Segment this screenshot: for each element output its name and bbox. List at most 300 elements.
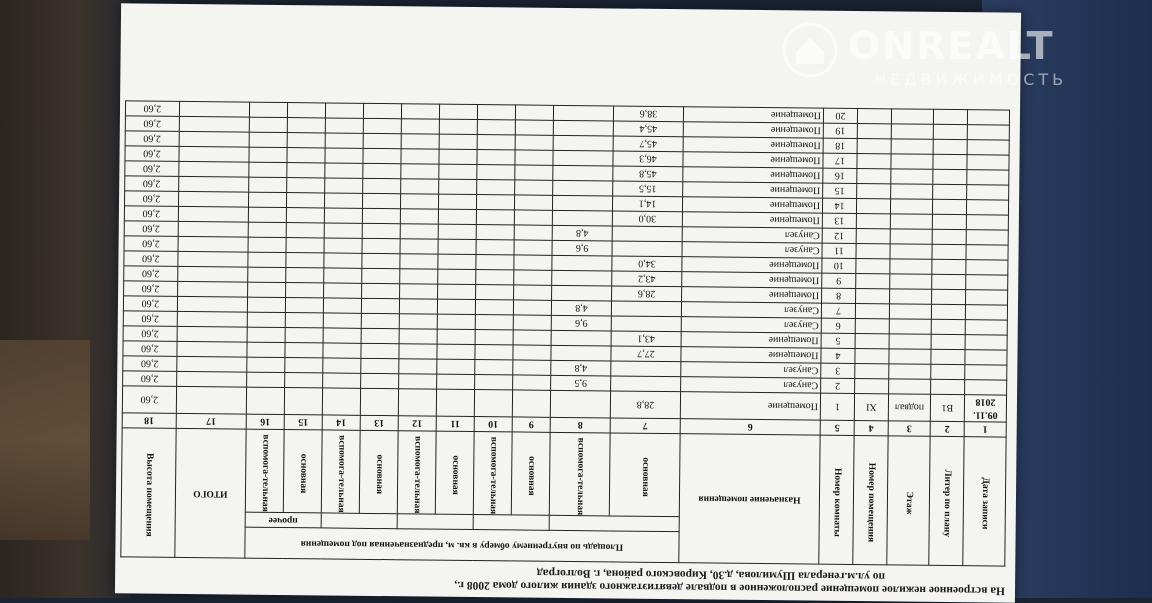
- purpose-cell: Помещение: [682, 196, 822, 212]
- empty-cell: [513, 374, 551, 389]
- room-number-cell: 17: [823, 153, 857, 168]
- empty-cell: [475, 299, 513, 314]
- aux-area-cell: 4,8: [552, 225, 612, 241]
- empty-cell: [438, 209, 476, 224]
- floor-cell: [889, 318, 931, 333]
- floor-cell: [891, 153, 933, 168]
- empty-cell: [325, 133, 363, 148]
- purpose-cell: Помещение: [683, 121, 823, 137]
- premises-cell: [857, 138, 891, 153]
- empty-cell: [325, 103, 363, 118]
- date-cell: [965, 304, 1007, 319]
- liter-cell: В1: [930, 394, 964, 421]
- purpose-cell: Помещение: [683, 151, 823, 167]
- column-number: 14: [322, 414, 360, 429]
- header-col13: основная: [359, 430, 398, 514]
- main-area-cell: 28,6: [612, 286, 682, 302]
- aux-area-cell: [553, 150, 613, 166]
- height-cell: 2,60: [123, 340, 177, 356]
- empty-cell: [438, 239, 476, 254]
- premises-cell: [857, 108, 891, 123]
- empty-cell: [324, 268, 362, 283]
- main-area-cell: 27,7: [611, 346, 681, 362]
- empty-cell: [361, 358, 399, 373]
- empty-cell: [401, 103, 439, 118]
- column-number: 11: [436, 416, 474, 431]
- empty-cell: [362, 253, 400, 268]
- purpose-cell: Санузел: [681, 316, 821, 332]
- premises-cell: [855, 348, 889, 363]
- empty-cell: [325, 178, 363, 193]
- empty-cell: [324, 283, 362, 298]
- main-area-cell: 38,6: [613, 106, 683, 122]
- column-number: 17: [176, 413, 246, 429]
- empty-cell: [362, 283, 400, 298]
- empty-cell: [439, 119, 477, 134]
- empty-cell: [324, 193, 362, 208]
- empty-cell: [401, 178, 439, 193]
- empty-cell: [248, 252, 286, 267]
- height-cell: 2,60: [125, 130, 179, 146]
- total-cell: [177, 311, 247, 327]
- header-liter: Литер по плану: [929, 436, 964, 566]
- premises-cell: [857, 183, 891, 198]
- height-cell: 2,60: [124, 205, 178, 221]
- aux-area-cell: [552, 210, 612, 226]
- date-cell: [967, 154, 1009, 169]
- main-area-cell: [611, 361, 681, 377]
- empty-cell: [362, 268, 400, 283]
- floor-cell: [890, 258, 932, 273]
- date-cell: [965, 379, 1007, 394]
- column-number: 10: [474, 416, 512, 431]
- empty-cell: [400, 238, 438, 253]
- empty-cell: [325, 163, 363, 178]
- empty-cell: [401, 148, 439, 163]
- empty-cell: [285, 357, 323, 372]
- room-number-cell: 3: [821, 363, 855, 378]
- header-col7: основная: [609, 433, 680, 517]
- empty-cell: [401, 118, 439, 133]
- empty-cell: [362, 223, 400, 238]
- empty-cell: [513, 329, 551, 344]
- empty-cell: [476, 194, 514, 209]
- empty-cell: [475, 329, 513, 344]
- liter-cell: [932, 274, 966, 289]
- empty-cell: [437, 299, 475, 314]
- empty-cell: [324, 253, 362, 268]
- empty-cell: [362, 238, 400, 253]
- column-number: 12: [398, 415, 436, 430]
- empty-cell: [322, 387, 360, 414]
- header-blank-b: [473, 515, 549, 531]
- empty-cell: [438, 224, 476, 239]
- purpose-cell: Помещение: [683, 166, 823, 182]
- empty-cell: [285, 312, 323, 327]
- floor-cell: [890, 213, 932, 228]
- title-line-1: На встроенное нежилое помещение расположенное в подвале девятиэтажного здания жилого дома 2008 г.,: [454, 578, 1006, 597]
- empty-cell: [248, 267, 286, 282]
- empty-cell: [285, 372, 323, 387]
- empty-cell: [249, 177, 287, 192]
- empty-cell: [477, 134, 515, 149]
- total-cell: [176, 371, 246, 387]
- purpose-cell: Санузел: [681, 301, 821, 317]
- column-number: 13: [360, 415, 398, 430]
- room-number-cell: 19: [823, 123, 857, 138]
- empty-cell: [514, 284, 552, 299]
- empty-cell: [439, 149, 477, 164]
- empty-cell: [363, 133, 401, 148]
- empty-cell: [323, 298, 361, 313]
- empty-cell: [477, 179, 515, 194]
- empty-cell: [362, 208, 400, 223]
- date-cell: [966, 229, 1008, 244]
- empty-cell: [476, 239, 514, 254]
- height-cell: 2,60: [125, 145, 179, 161]
- empty-cell: [514, 269, 552, 284]
- height-cell: 2,60: [125, 100, 179, 116]
- header-date: Дата записи: [963, 436, 1006, 566]
- empty-cell: [325, 118, 363, 133]
- liter-cell: [931, 379, 965, 394]
- empty-cell: [400, 253, 438, 268]
- empty-cell: [437, 329, 475, 344]
- empty-cell: [476, 209, 514, 224]
- total-cell: [178, 236, 248, 252]
- empty-cell: [513, 359, 551, 374]
- empty-cell: [249, 132, 287, 147]
- empty-cell: [438, 269, 476, 284]
- main-area-cell: 15,5: [613, 181, 683, 197]
- date-cell: [966, 289, 1008, 304]
- header-col10: вспомога-тельная: [473, 431, 512, 515]
- liter-cell: [932, 259, 966, 274]
- aux-area-cell: 4,8: [551, 360, 611, 376]
- header-height: Высота помещения: [121, 427, 176, 557]
- floor-cell: [889, 363, 931, 378]
- column-number: 3: [888, 420, 930, 435]
- empty-cell: [249, 162, 287, 177]
- document-title: [125, 561, 1005, 596]
- empty-cell: [475, 344, 513, 359]
- aux-area-cell: [552, 195, 612, 211]
- empty-cell: [401, 133, 439, 148]
- empty-cell: [400, 283, 438, 298]
- liter-cell: [932, 289, 966, 304]
- watermark: [782, 22, 1122, 102]
- purpose-cell: Санузел: [682, 241, 822, 257]
- empty-cell: [361, 313, 399, 328]
- empty-cell: [474, 389, 512, 416]
- empty-cell: [248, 237, 286, 252]
- total-cell: [177, 341, 247, 357]
- date-cell: [967, 139, 1009, 154]
- total-cell: [179, 146, 249, 162]
- empty-cell: [323, 342, 361, 357]
- empty-cell: [438, 194, 476, 209]
- empty-cell: [401, 163, 439, 178]
- liter-cell: [931, 364, 965, 379]
- room-number-cell: 12: [822, 228, 856, 243]
- purpose-cell: Помещение: [683, 136, 823, 152]
- empty-cell: [399, 343, 437, 358]
- aux-area-cell: 9,5: [551, 375, 611, 391]
- total-cell: [178, 251, 248, 267]
- floor-cell: [889, 333, 931, 348]
- empty-cell: [437, 374, 475, 389]
- height-cell: 2,60: [122, 370, 176, 386]
- empty-cell: [286, 252, 324, 267]
- height-cell: 2,60: [123, 280, 177, 296]
- liter-cell: [933, 124, 967, 139]
- empty-cell: [248, 222, 286, 237]
- empty-cell: [248, 192, 286, 207]
- liter-cell: [933, 184, 967, 199]
- column-number: 8: [550, 417, 610, 433]
- empty-cell: [247, 342, 285, 357]
- purpose-cell: Помещение: [682, 256, 822, 272]
- empty-cell: [475, 359, 513, 374]
- empty-cell: [363, 178, 401, 193]
- empty-cell: [323, 328, 361, 343]
- liter-cell: [933, 154, 967, 169]
- liter-cell: [932, 199, 966, 214]
- main-area-cell: [611, 376, 681, 392]
- date-cell: [967, 184, 1009, 199]
- empty-cell: [439, 179, 477, 194]
- empty-cell: [247, 282, 285, 297]
- empty-cell: [515, 179, 553, 194]
- main-area-cell: [611, 301, 681, 317]
- premises-cell: [857, 123, 891, 138]
- total-cell: [178, 221, 248, 237]
- aux-area-cell: 9,6: [551, 315, 611, 331]
- liter-cell: [931, 349, 965, 364]
- height-cell: 2,60: [124, 265, 178, 281]
- empty-cell: [514, 194, 552, 209]
- total-cell: [178, 266, 248, 282]
- room-number-cell: 1: [820, 393, 854, 420]
- aux-area-cell: [553, 180, 613, 196]
- purpose-cell: Помещение: [683, 181, 823, 197]
- empty-cell: [400, 208, 438, 223]
- floor-cell: [890, 273, 932, 288]
- column-number: 4: [854, 420, 888, 435]
- room-number-cell: 7: [821, 303, 855, 318]
- floor-cell: [891, 108, 933, 123]
- aux-area-cell: [551, 345, 611, 361]
- empty-cell: [362, 193, 400, 208]
- empty-cell: [247, 327, 285, 342]
- liter-cell: [932, 244, 966, 259]
- floor-cell: [891, 123, 933, 138]
- empty-cell: [361, 343, 399, 358]
- empty-cell: [515, 135, 553, 150]
- empty-cell: [284, 387, 322, 414]
- empty-cell: [286, 192, 324, 207]
- column-number: 1: [964, 421, 1006, 436]
- empty-cell: [439, 164, 477, 179]
- empty-cell: [477, 104, 515, 119]
- empty-cell: [363, 148, 401, 163]
- empty-cell: [514, 224, 552, 239]
- premises-cell: [855, 378, 889, 393]
- main-area-cell: [612, 226, 682, 242]
- watermark-subtitle: НЕДВИЖИМОСТЬ: [874, 70, 1068, 89]
- empty-cell: [514, 239, 552, 254]
- empty-cell: [477, 119, 515, 134]
- empty-cell: [514, 209, 552, 224]
- empty-cell: [286, 282, 324, 297]
- empty-cell: [437, 344, 475, 359]
- floor-cell: [890, 288, 932, 303]
- empty-cell: [246, 387, 284, 414]
- main-area-cell: 45,7: [613, 136, 683, 152]
- empty-cell: [249, 117, 287, 132]
- date-cell: [967, 169, 1009, 184]
- empty-cell: [437, 314, 475, 329]
- height-cell: 2,60: [123, 310, 177, 326]
- empty-cell: [287, 177, 325, 192]
- room-number-cell: 8: [822, 288, 856, 303]
- empty-cell: [399, 358, 437, 373]
- height-cell: 2,60: [123, 325, 177, 341]
- room-number-cell: 4: [821, 348, 855, 363]
- premises-cell: XI: [854, 393, 888, 420]
- empty-cell: [286, 267, 324, 282]
- table-body: [122, 100, 1009, 421]
- date-cell: [965, 349, 1007, 364]
- date-cell: [965, 364, 1007, 379]
- aux-area-cell: 9,6: [552, 240, 612, 256]
- empty-cell: [363, 118, 401, 133]
- date-cell: [966, 244, 1008, 259]
- main-area-cell: 14,1: [612, 196, 682, 212]
- height-cell: 2,60: [123, 295, 177, 311]
- empty-cell: [400, 193, 438, 208]
- date-cell: [966, 259, 1008, 274]
- height-cell: 2,60: [124, 220, 178, 236]
- empty-cell: [286, 222, 324, 237]
- empty-cell: [287, 132, 325, 147]
- empty-cell: [361, 373, 399, 388]
- floor-cell: [890, 228, 932, 243]
- empty-cell: [515, 105, 553, 120]
- main-area-cell: 45,4: [613, 121, 683, 137]
- liter-cell: [933, 139, 967, 154]
- area-table: [120, 100, 1010, 567]
- purpose-cell: Санузел: [681, 376, 821, 392]
- empty-cell: [476, 254, 514, 269]
- empty-cell: [323, 313, 361, 328]
- empty-cell: [247, 297, 285, 312]
- height-cell: 2,60: [124, 235, 178, 251]
- main-area-cell: [612, 241, 682, 257]
- empty-cell: [287, 147, 325, 162]
- empty-cell: [438, 284, 476, 299]
- premises-cell: [855, 333, 889, 348]
- aux-area-cell: [552, 255, 612, 271]
- empty-cell: [246, 372, 284, 387]
- premises-cell: [856, 213, 890, 228]
- liter-cell: [931, 304, 965, 319]
- height-cell: 2,60: [125, 175, 179, 191]
- empty-cell: [363, 163, 401, 178]
- height-cell: 2,60: [125, 160, 179, 176]
- floor-cell: [891, 138, 933, 153]
- empty-cell: [475, 374, 513, 389]
- premises-cell: [855, 318, 889, 333]
- empty-cell: [477, 164, 515, 179]
- total-cell: [179, 131, 249, 147]
- purpose-cell: Санузел: [681, 361, 821, 377]
- premises-cell: [856, 258, 890, 273]
- total-cell: [179, 161, 249, 177]
- floor-cell: [891, 168, 933, 183]
- column-number: 15: [284, 414, 322, 429]
- background-table-surface: [0, 340, 90, 540]
- empty-cell: [361, 298, 399, 313]
- floor-cell: [889, 303, 931, 318]
- empty-cell: [247, 312, 285, 327]
- empty-cell: [438, 254, 476, 269]
- room-number-cell: 16: [823, 168, 857, 183]
- total-cell: [178, 191, 248, 207]
- watermark-brand: ONREALT: [848, 24, 1055, 68]
- header-blank-a: [549, 515, 679, 531]
- room-number-cell: 6: [821, 318, 855, 333]
- header-col11: основная: [435, 431, 474, 515]
- empty-cell: [436, 389, 474, 416]
- column-number: 18: [122, 412, 176, 428]
- purpose-cell: Помещение: [681, 346, 821, 362]
- premises-cell: [857, 153, 891, 168]
- purpose-cell: Помещение: [682, 271, 822, 287]
- empty-cell: [285, 297, 323, 312]
- liter-cell: [932, 214, 966, 229]
- date-cell: [965, 319, 1007, 334]
- total-cell: [179, 101, 249, 117]
- empty-cell: [324, 208, 362, 223]
- header-purpose: Назначение помещения: [679, 433, 820, 564]
- empty-cell: [477, 149, 515, 164]
- room-number-cell: 9: [822, 273, 856, 288]
- column-number: 2: [930, 421, 964, 436]
- date-cell: 09.11. 2018: [964, 394, 1006, 421]
- header-blank-c: [397, 514, 473, 530]
- aux-area-cell: [550, 390, 610, 418]
- empty-cell: [399, 328, 437, 343]
- column-number: 16: [246, 414, 284, 429]
- floor-cell: [890, 198, 932, 213]
- room-number-cell: 18: [823, 138, 857, 153]
- empty-cell: [286, 237, 324, 252]
- empty-cell: [361, 328, 399, 343]
- header-floor: Этаж: [887, 435, 930, 565]
- header-col8: вспомога-тельная: [549, 432, 610, 516]
- floor-cell: подвал: [888, 393, 930, 420]
- date-cell: [966, 199, 1008, 214]
- empty-cell: [249, 147, 287, 162]
- empty-cell: [287, 162, 325, 177]
- aux-area-cell: [553, 165, 613, 181]
- empty-cell: [512, 389, 550, 416]
- empty-cell: [360, 388, 398, 415]
- column-number: 6: [680, 418, 820, 434]
- height-cell: 2,60: [124, 190, 178, 206]
- total-cell: [179, 116, 249, 132]
